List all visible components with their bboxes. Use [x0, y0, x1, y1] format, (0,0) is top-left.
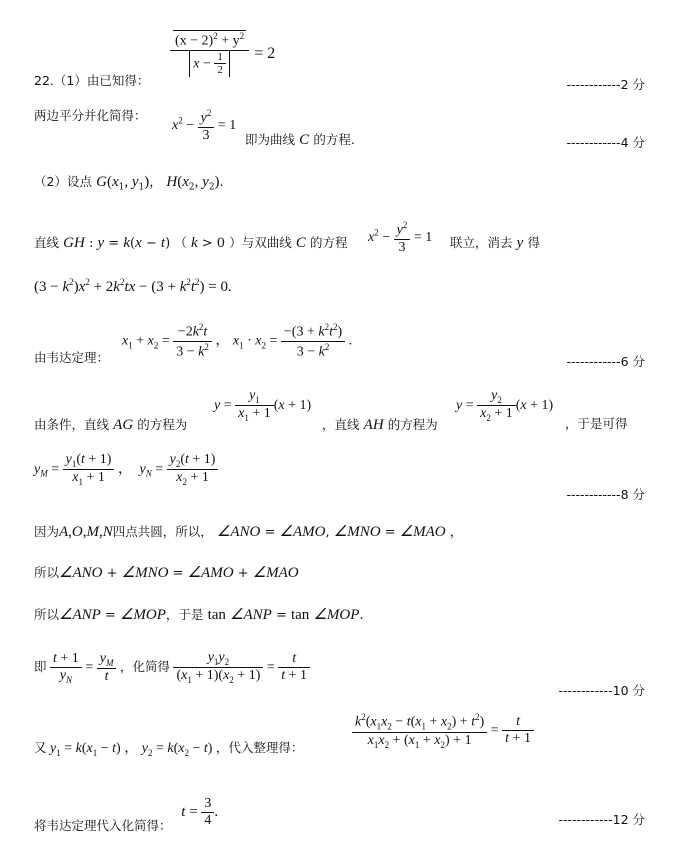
score-6: ------------6 分 — [566, 354, 645, 369]
line-4: 直线 GH : y = k(x − t) （ k > 0 ）与双曲线 C 的方程 — [34, 235, 348, 251]
line-4-suffix: 联立，消去 y 得 — [450, 235, 540, 251]
line-12: 即 $\frac{t + 1}{y_N}$ = $\frac{y_M}{t}$ ，化简得 $\frac{y_1y_2}{(x_1 + 1)(x_2 + 1)}$ = $\frac{t}{t + 1}$ — [34, 650, 310, 685]
line-2: 两边平分并化简得： — [34, 108, 147, 123]
line-7: 由条件，直线 AG 的方程为 — [34, 417, 188, 433]
formula-line-ah: y = $\frac{y_2}{x_2 + 1}$ (x + 1) — [456, 388, 554, 423]
formula-eccentricity: $(x - 2)^2 + y^2$ x − $\frac{1}{2}$ = 2 — [170, 30, 275, 77]
score-4: ------------4 分 — [566, 135, 645, 150]
formula-hyperbola: $x^2$ − $\frac{y^2}{3}$ = 1 — [172, 108, 237, 143]
line-3: （2）设点 $G(x_1$, $y_1$)， $H(x_2$, $y_2$). — [34, 174, 224, 193]
line-10: 所以∠ANO + ∠MNO = ∠AMO + ∠MAO — [34, 565, 299, 581]
score-2: ------------2 分 — [566, 77, 645, 92]
line-11: 所以∠ANP = ∠MOP，于是 tan ∠ANP = tan ∠MOP. — [34, 607, 364, 623]
score-12: ------------12 分 — [558, 812, 645, 827]
formula-line-ag: y = $\frac{y_1}{x_1 + 1}$ (x + 1) — [214, 388, 312, 423]
score-10: ------------10 分 — [558, 683, 645, 698]
line-6-prefix: 由韦达定理： — [34, 350, 110, 365]
formula-ym-yn: $y_M$ = $\frac{y_1(t + 1)}{x_1 + 1}$ ， $y_N$ = $\frac{y_2(t + 1)}{x_2 + 1}$ — [34, 452, 218, 487]
line-9: 因为A,O,M,N四点共圆，所以， ∠ANO = ∠AMO, ∠MNO = ∠MAO ， — [34, 524, 463, 540]
formula-hyperbola-2: $x^2$ − $\frac{y^2}{3}$ = 1 — [368, 220, 433, 255]
line-5: $(3 - k^2)x^2 + 2k^2tx - (3 + k^2t^2) = 0$. — [34, 277, 232, 295]
formula-substitute: $\frac{k^2(x_1x_2 - t(x_1 + x_2) + t^2)}{x_1x_2 + (x_1 + x_2) + 1}$ = $\frac{t}{t + 1}$ — [352, 712, 534, 750]
line-14: 将韦达定理代入化简得： t = $\frac{3}{4}$ . — [34, 796, 219, 834]
line-1-prefix: 22.（1）由已知得： — [34, 73, 150, 88]
line-13: 又 $y_1 = k(x_1 - t)$ ， $y_2 = k(x_2 - t)$ ，代入整理得： — [34, 740, 304, 758]
score-8: ------------8 分 — [566, 487, 645, 502]
formula-vieta: $x_1 + x_2$ = $\frac{-2k^2t}{3 - k^2}$ ， $x_1 \cdot x_2$ = $\frac{-(3 + k^2t^2)}{3 - k^2}$ . — [122, 322, 353, 360]
line-7-suffix: ，于是可得 — [565, 416, 628, 431]
line-2-suffix: 即为曲线 C 的方程. — [245, 132, 355, 148]
line-7-mid: ，直线 AH 的方程为 — [322, 417, 438, 433]
